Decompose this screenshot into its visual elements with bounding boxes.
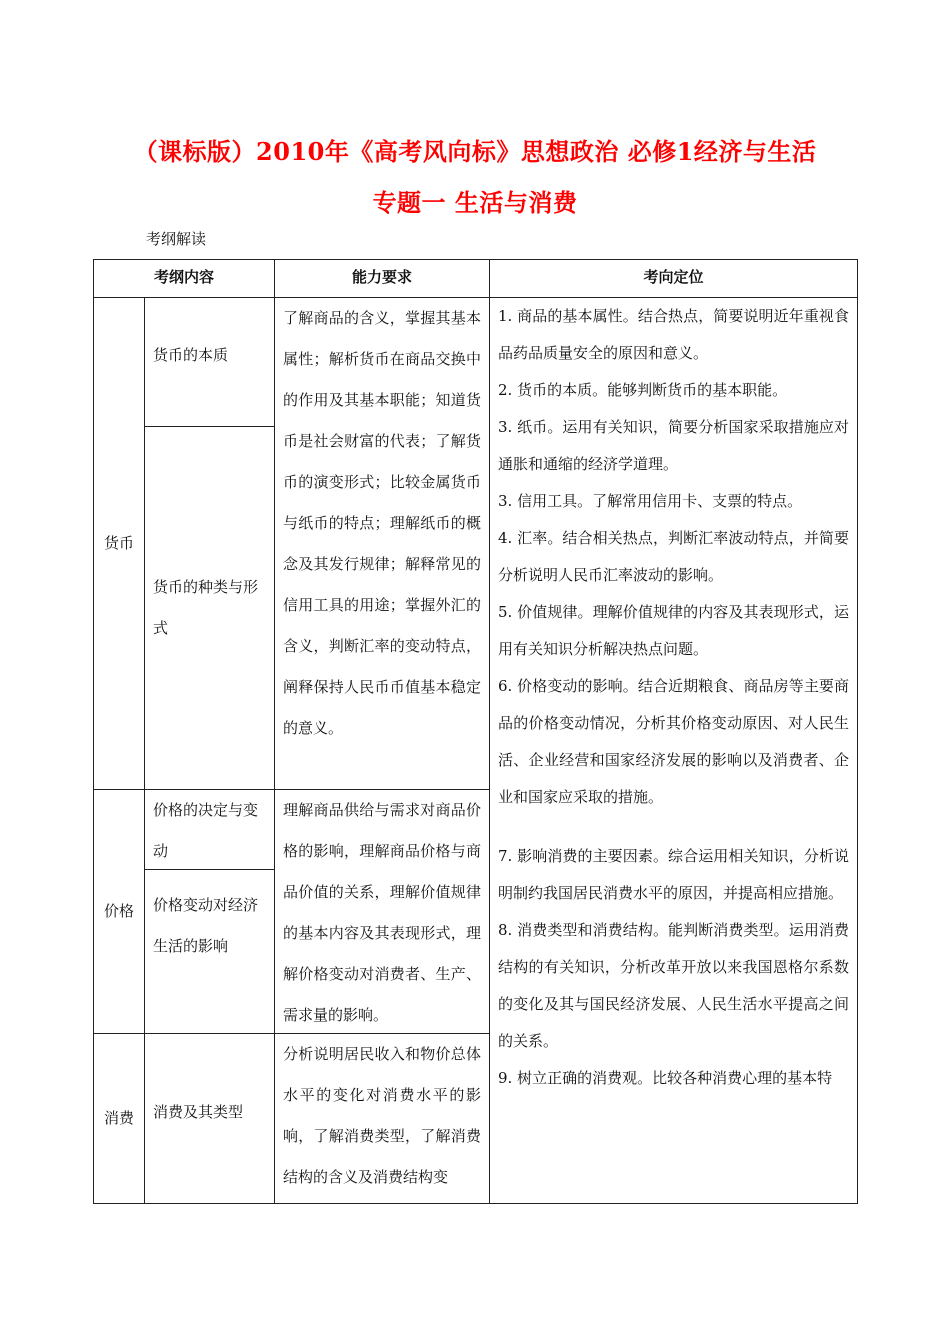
positioning-cell: [489, 297, 858, 1204]
topic-cell: 货币的本质: [144, 297, 275, 427]
positioning-item: 3. 信用工具。了解常用信用卡、支票的特点。: [498, 492, 803, 510]
topic-cell: 消费及其类型: [144, 1033, 275, 1204]
category-cell: [93, 1033, 145, 1204]
header-content: 考纲内容: [93, 259, 275, 298]
document-title-line2: 专题一 生活与消费: [372, 188, 578, 217]
positioning-item: 6. 价格变动的影响。结合近期粮食、商品房等主要商品的价格变动情况，分析其价格变动原因、对人民生活、企业经营和国家经济发展的影响以及消费者、企业和国家应采取的措施。: [498, 677, 849, 806]
ability-cell: 理解商品供给与需求对商品价格的影响，理解商品价格与商品价值的关系，理解价值规律的基本内容及其表现形式，理解价格变动对消费者、生产、需求量的影响。: [274, 789, 490, 1034]
topic-cell: 价格的决定与变动: [144, 789, 275, 870]
positioning-item: 4. 汇率。结合相关热点，判断汇率波动特点，并简要分析说明人民币汇率波动的影响。: [498, 529, 849, 584]
ability-cell: 分析说明居民收入和物价总体水平的变化对消费水平的影响，了解消费类型，了解消费结构的含义及消费结构变: [274, 1033, 490, 1204]
positioning-item: 9. 树立正确的消费观。比较各种消费心理的基本特: [498, 1069, 833, 1087]
topic-label: 货币的种类与形式: [153, 578, 259, 637]
header-positioning: 考向定位: [489, 259, 858, 298]
topic-cell: 价格变动对经济生活的影响: [144, 869, 275, 1034]
category-label: 价格: [103, 902, 134, 920]
section-label: 考纲解读: [146, 230, 207, 248]
positioning-item: 3. 纸币。运用有关知识，简要分析国家采取措施应对通胀和通缩的经济学道理。: [498, 418, 849, 473]
category-cell: [93, 297, 145, 790]
topic-cell: [144, 426, 275, 790]
category-label: 货币: [103, 534, 134, 552]
document-title-line1: （课标版）2010年《高考风向标》思想政治 必修1经济与生活: [133, 137, 817, 166]
category-label: 消费: [103, 1109, 134, 1127]
header-ability: 能力要求: [274, 259, 490, 298]
positioning-item: 1. 商品的基本属性。结合热点，简要说明近年重视食品药品质量安全的原因和意义。: [498, 307, 849, 362]
positioning-item: 7. 影响消费的主要因素。综合运用相关知识，分析说明制约我国居民消费水平的原因，并提高相应措施。: [498, 847, 849, 902]
positioning-item: 8. 消费类型和消费结构。能判断消费类型。运用消费结构的有关知识，分析改革开放以来我国恩格尔系数的变化及其与国民经济发展、人民生活水平提高之间的关系。: [498, 921, 849, 1050]
positioning-item: 2. 货币的本质。能够判断货币的基本职能。: [498, 381, 788, 399]
positioning-item: 5. 价值规律。理解价值规律的内容及其表现形式，运用有关知识分析解决热点问题。: [498, 603, 849, 658]
ability-cell: 了解商品的含义，掌握其基本属性；解析货币在商品交换中的作用及其基本职能；知道货币是社会财富的代表；了解货币的演变形式；比较金属货币与纸币的特点；理解纸币的概念及其发行规律；解释常见的信用工具的用途；掌握外汇的含义，判断汇率的变动特点，阐释保持人民币币值基本稳定的意义。: [274, 297, 490, 790]
category-cell: [93, 789, 145, 1034]
